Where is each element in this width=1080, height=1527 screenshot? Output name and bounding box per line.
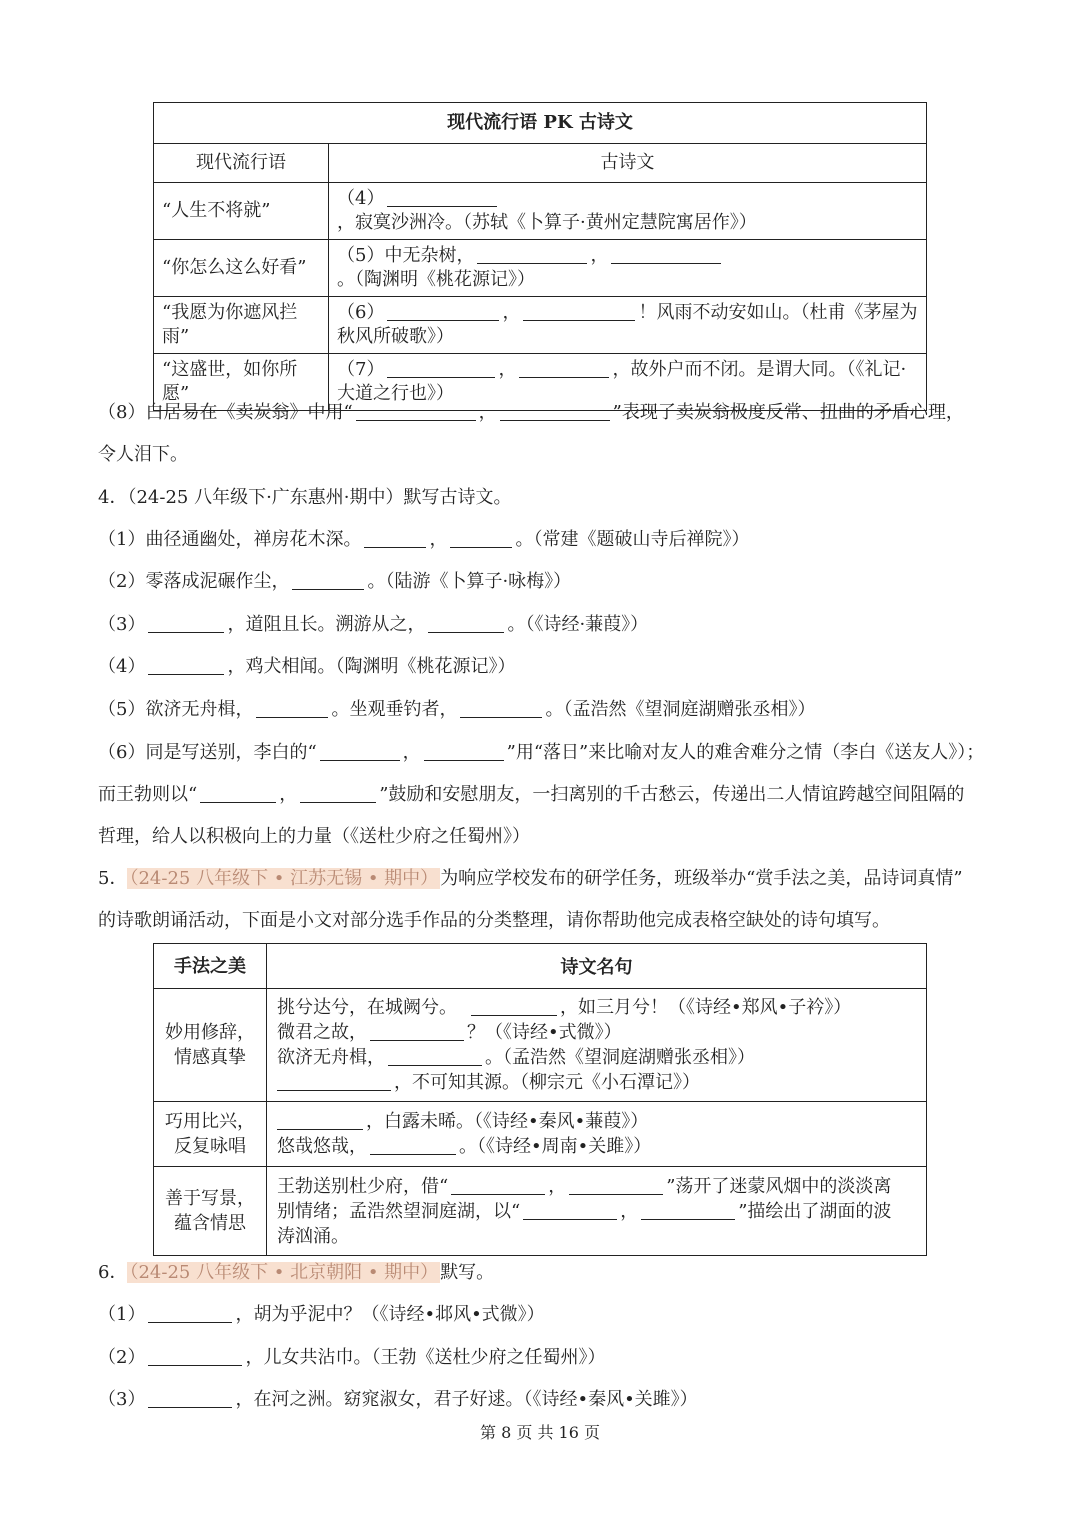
text: 妙用修辞， <box>165 1022 255 1043</box>
text: ， <box>478 402 497 423</box>
line <box>277 1045 916 1070</box>
text: （4） <box>98 656 146 677</box>
q4-item6-cont2: 哲理，给人以积极向上的力量（《送杜少府之任蜀州》） <box>98 826 530 847</box>
page-footer: 第 8 页 共 16 页 <box>480 1423 600 1442</box>
text: ，道阻且长。溯游从之， <box>227 614 426 635</box>
cell-text: ， <box>498 359 517 380</box>
line <box>277 1174 916 1199</box>
technique-cell <box>154 1102 267 1167</box>
text: 为响应学校发布的研学任务，班级举办“赏手法之美，品诗词真情” <box>440 868 963 889</box>
lines-cell <box>267 989 927 1102</box>
poetry-cell <box>329 183 927 240</box>
source-tag: （24-25 八年级下 • 江苏无锡 • 期中） <box>129 868 439 889</box>
question-number: 5． <box>98 868 128 889</box>
fill-blank[interactable] <box>641 1201 735 1220</box>
text: ， <box>402 742 421 763</box>
fill-blank[interactable] <box>477 245 587 264</box>
line <box>277 1070 916 1095</box>
techniques-table <box>153 943 927 1256</box>
q4-item3 <box>98 612 988 638</box>
q5-heading-cont: 的诗歌朗诵活动，下面是小文对部分选手作品的分类整理，请你帮助他完成表格空缺处的诗句填写。 <box>98 910 890 931</box>
fill-blank[interactable] <box>148 1389 232 1408</box>
fill-blank[interactable] <box>148 656 224 675</box>
q6-item3 <box>98 1387 988 1413</box>
text: 反复咏唱 <box>174 1136 246 1157</box>
q4-item1 <box>98 527 988 553</box>
line <box>277 1109 916 1134</box>
q4-heading: 4．（24-25 八年级下·广东惠州·期中）默写古诗文。 <box>98 487 512 508</box>
line <box>277 1199 916 1224</box>
fill-blank[interactable] <box>148 614 224 633</box>
slang-cell: “人生不将就” <box>154 183 329 240</box>
text: 情感真挚 <box>174 1047 246 1068</box>
text: ”荡开了迷蒙风烟中的淡淡离 <box>666 1175 892 1197</box>
text: ，胡为乎泥中？（《诗经•邶风•式微》） <box>235 1304 545 1325</box>
table-row <box>154 1102 927 1167</box>
text: 悠哉悠哉， <box>277 1136 367 1157</box>
line <box>277 1134 916 1159</box>
line: 涛汹涌。 <box>277 1225 349 1247</box>
table-row <box>154 183 927 240</box>
fill-blank[interactable] <box>460 699 542 718</box>
fill-blank[interactable] <box>277 1111 363 1130</box>
fill-blank[interactable] <box>292 571 364 590</box>
fill-blank[interactable] <box>523 1201 617 1220</box>
text: ， <box>620 1200 639 1222</box>
header-poetry: 古诗文 <box>329 144 927 183</box>
q4-item6-cont <box>98 782 988 808</box>
fill-blank[interactable] <box>370 1136 456 1155</box>
text: ， <box>548 1175 567 1197</box>
fill-blank[interactable] <box>300 784 376 803</box>
fill-blank[interactable] <box>611 245 721 264</box>
text: 。（孟浩然《望洞庭湖赠张丞相》） <box>545 699 816 720</box>
fill-blank[interactable] <box>320 742 400 761</box>
fill-blank[interactable] <box>519 359 609 378</box>
text: ，在河之洲。窈窕淑女，君子好逑。（《诗经•秦风•关雎》） <box>235 1389 698 1410</box>
q4-item6 <box>98 740 988 766</box>
text: 而王勃则以“ <box>98 784 198 805</box>
fill-blank[interactable] <box>388 1047 482 1066</box>
text: ”表现了卖炭翁极度反常、扭曲的矛盾心理， <box>612 402 964 423</box>
fill-blank[interactable] <box>471 997 557 1016</box>
text: 王勃送别杜少府，借“ <box>277 1175 449 1197</box>
text: ， <box>279 784 298 805</box>
source-tag: （24-25 八年级下 • 北京朝阳 • 期中） <box>129 1262 439 1283</box>
table-row <box>154 297 927 354</box>
fill-blank[interactable] <box>450 529 512 548</box>
header-lines: 诗文名句 <box>267 944 927 989</box>
text: （6）同是写送别，李白的“ <box>98 742 317 763</box>
q6-heading <box>98 1260 988 1286</box>
cell-text: ，寂寞沙洲冷。（苏轼《卜算子·黄州定慧院寓居作》） <box>337 212 757 233</box>
line <box>277 995 916 1020</box>
fill-blank[interactable] <box>387 188 497 207</box>
text: 欲济无舟楫， <box>277 1047 385 1068</box>
q3-item8 <box>98 400 988 426</box>
q4-item4 <box>98 654 988 680</box>
q4-item5 <box>98 697 988 723</box>
cell-text: （7） <box>337 359 385 380</box>
cell-text: ！风雨不动安如山。（杜甫《茅屋为秋风所破歌》） <box>337 302 918 347</box>
lines-cell <box>267 1102 927 1167</box>
text: ”用“落日”来比喻对友人的难舍难分之情（李白《送友人》）； <box>506 742 985 763</box>
fill-blank[interactable] <box>364 529 426 548</box>
fill-blank[interactable] <box>370 1022 464 1041</box>
fill-blank[interactable] <box>200 784 276 803</box>
fill-blank[interactable] <box>387 302 499 321</box>
fill-blank[interactable] <box>148 1304 232 1323</box>
technique-cell <box>154 1167 267 1256</box>
text: 默写。 <box>440 1262 495 1283</box>
poetry-cell <box>329 297 927 354</box>
fill-blank[interactable] <box>277 1072 391 1091</box>
question-number: 6． <box>98 1262 128 1283</box>
text: 善于写景， <box>165 1188 255 1209</box>
slang-vs-poetry-table <box>153 102 927 411</box>
text: （3） <box>98 614 146 635</box>
table-row <box>154 240 927 297</box>
fill-blank[interactable] <box>451 1176 545 1195</box>
technique-cell <box>154 989 267 1102</box>
cell-text: （6） <box>337 302 385 323</box>
slang-cell: “这盛世，如你所愿” <box>154 354 329 411</box>
header-technique: 手法之美 <box>154 944 267 989</box>
text: 蕴含情思 <box>174 1213 246 1234</box>
text: ，如三月兮！（《诗经•郑风•子衿》） <box>560 997 852 1018</box>
cell-text: 。（陶渊明《桃花源记》） <box>337 269 535 290</box>
text: 微君之故， <box>277 1022 367 1043</box>
text: ”描绘出了湖面的波 <box>738 1200 892 1222</box>
text: （2） <box>98 1347 146 1368</box>
text: 。（《诗经·蒹葭》） <box>507 614 649 635</box>
text: ，白露未晞。（《诗经•秦风•蒹葭》） <box>366 1111 649 1132</box>
text: 。（陆游《卜算子·咏梅》） <box>367 571 572 592</box>
header-slang: 现代流行语 <box>154 144 329 183</box>
table-row <box>154 989 927 1102</box>
q6-item1 <box>98 1302 988 1328</box>
cell-text: ， <box>502 302 521 323</box>
fill-blank[interactable] <box>356 402 476 421</box>
text: （1）曲径通幽处，禅房花木深。 <box>98 529 362 550</box>
text: ，儿女共沾巾。（王勃《送杜少府之任蜀州》） <box>245 1347 606 1368</box>
text: （3） <box>98 1389 146 1410</box>
text: ，鸡犬相闻。（陶渊明《桃花源记》） <box>227 656 516 677</box>
q5-heading <box>98 866 988 892</box>
text: 。（《诗经•周南•关雎》） <box>459 1136 652 1157</box>
text: 挑兮达兮，在城阙兮。 <box>277 997 457 1018</box>
text: ，不可知其源。（柳宗元《小石潭记》） <box>394 1072 700 1093</box>
text: （2）零落成泥碾作尘， <box>98 571 290 592</box>
text: （5）欲济无舟楫， <box>98 699 254 720</box>
text: ？（《诗经•式微》） <box>467 1022 622 1043</box>
fill-blank[interactable] <box>500 402 610 421</box>
fill-blank[interactable] <box>256 699 328 718</box>
cell-text: ，故外户而不闭。是谓大同。（《礼记·大道之行也》） <box>337 359 907 404</box>
q6-item2 <box>98 1345 988 1371</box>
text: 巧用比兴， <box>165 1111 255 1132</box>
cell-text: （4） <box>337 188 385 209</box>
text: （8）白居易在《卖炭翁》中用“ <box>98 402 353 423</box>
table-row <box>154 1167 927 1256</box>
slang-cell: “你怎么这么好看” <box>154 240 329 297</box>
line <box>277 1020 916 1045</box>
fill-blank[interactable] <box>428 614 504 633</box>
q4-item2 <box>98 569 988 595</box>
text: （1） <box>98 1304 146 1325</box>
text: 。（常建《题破山寺后禅院》） <box>515 529 750 550</box>
lines-cell <box>267 1167 927 1256</box>
slang-cell: “我愿为你遮风拦雨” <box>154 297 329 354</box>
fill-blank[interactable] <box>387 359 495 378</box>
q3-item8-cont: 令人泪下。 <box>98 444 188 465</box>
text: ， <box>429 529 448 550</box>
poetry-cell <box>329 240 927 297</box>
text: 。（孟浩然《望洞庭湖赠张丞相》） <box>485 1047 755 1068</box>
text: 别情绪；孟浩然望洞庭湖，以“ <box>277 1200 521 1222</box>
fill-blank[interactable] <box>569 1176 663 1195</box>
fill-blank[interactable] <box>523 302 635 321</box>
table-title: 现代流行语 PK 古诗文 <box>154 103 927 144</box>
cell-text: （5）中无杂树， <box>337 245 475 266</box>
fill-blank[interactable] <box>148 1347 242 1366</box>
fill-blank[interactable] <box>424 742 504 761</box>
cell-text: ， <box>590 245 609 266</box>
text: 。坐观垂钓者， <box>331 699 458 720</box>
text: ”鼓励和安慰朋友，一扫离别的千古愁云，传递出二人情谊跨越空间阻隔的 <box>379 784 965 805</box>
